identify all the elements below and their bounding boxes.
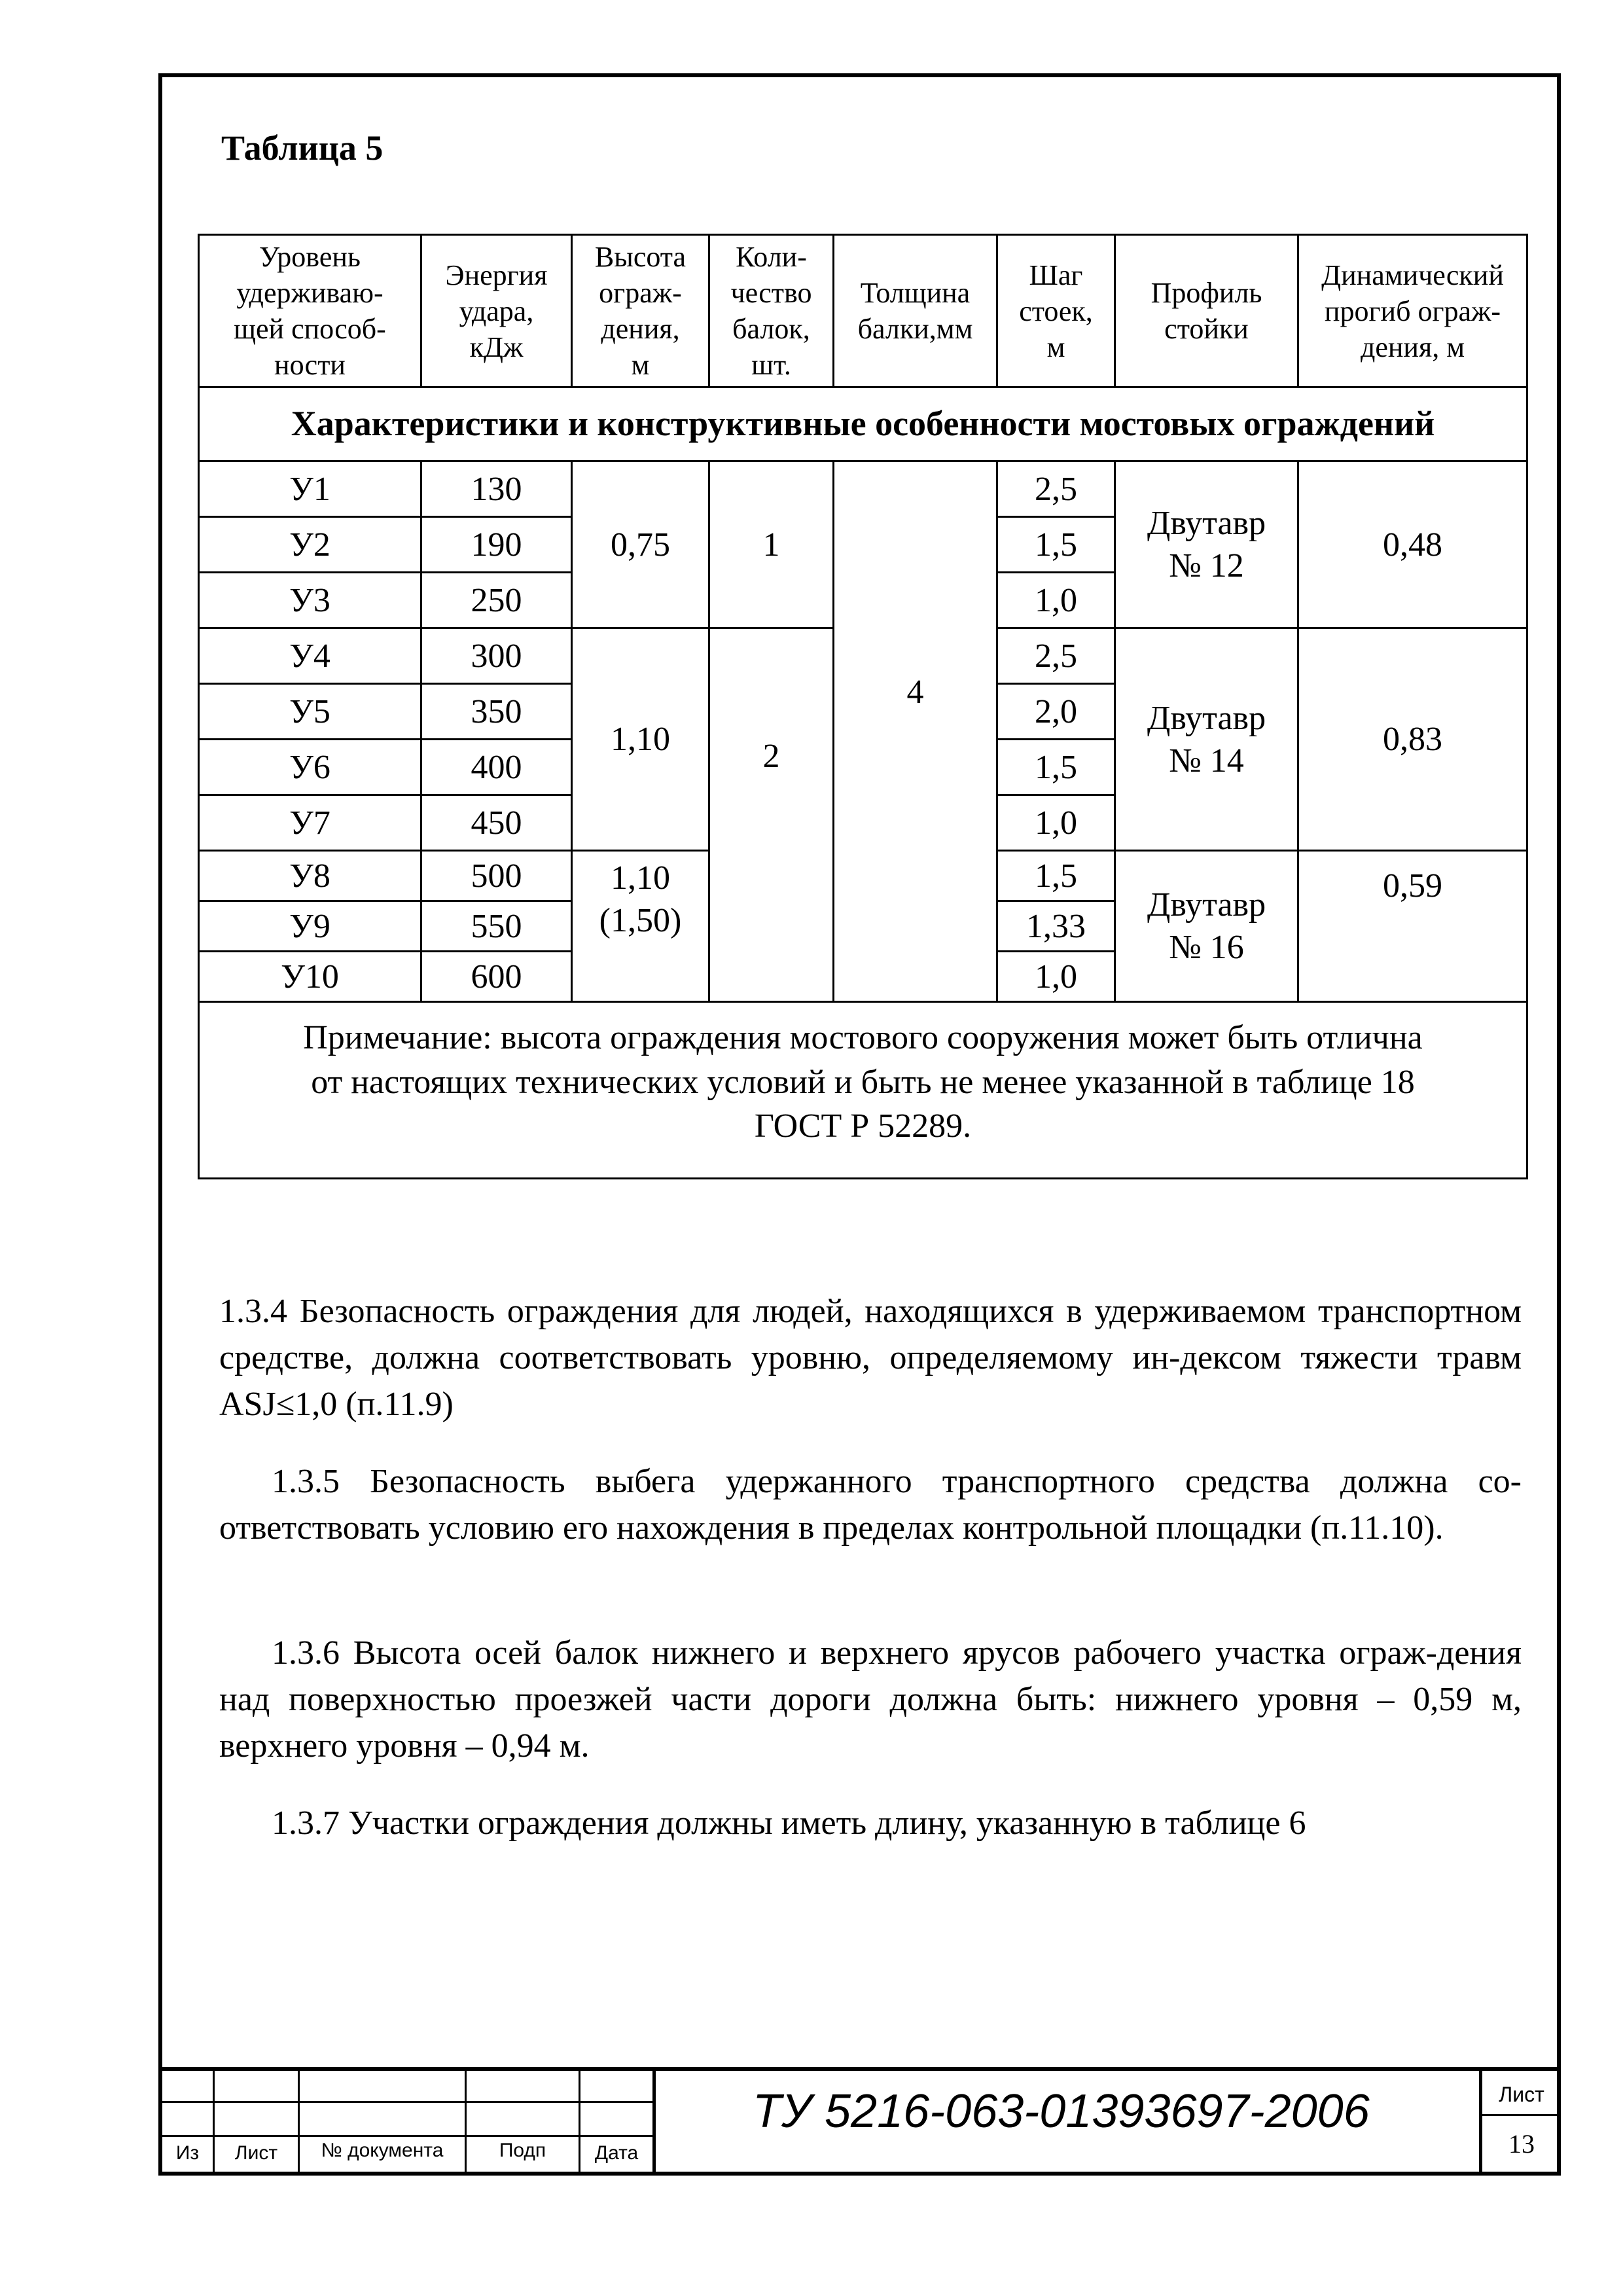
note-line: от настоящих технических условий и быть не менее указанной в таблице 18 [311, 1063, 1415, 1101]
energy-cell: 300 [421, 628, 572, 684]
post-profile-cell [1115, 628, 1298, 851]
header-line: чество [730, 277, 812, 309]
height-cell: 1,10 [572, 628, 709, 851]
title-block-top-border [158, 2067, 1561, 2071]
level-cell: У8 [199, 851, 421, 901]
table-note [199, 1002, 1527, 1179]
height-cell [572, 851, 709, 1002]
post-spacing-cell: 1,5 [997, 851, 1115, 901]
paragraph-1-3-7: 1.3.7 Участки ограждения должны иметь длину, указанную в таблице 6 [272, 1804, 1306, 1842]
header-post-spacing [997, 235, 1115, 387]
profile-line: № 16 [1169, 929, 1244, 966]
header-line: кДж [469, 331, 524, 363]
note-line: ГОСТ Р 52289. [754, 1107, 972, 1145]
energy-cell: 130 [421, 461, 572, 517]
header-level [199, 235, 421, 387]
paragraph-1-3-5: 1.3.5 Безопасность выбега удержанного транспортного средства должна со-ответствовать условию его нахождения в пределах контрольной площадки (п.11.10). [219, 1463, 1522, 1547]
energy-cell: 450 [421, 795, 572, 851]
energy-cell: 400 [421, 740, 572, 795]
post-spacing-cell: 2,5 [997, 628, 1115, 684]
header-line: ности [274, 349, 346, 381]
stamp-label-signature: Подп [499, 2140, 546, 2161]
header-line: Уровень [259, 241, 361, 273]
header-line: стоек, [1019, 295, 1093, 327]
note-row [199, 1002, 1527, 1179]
energy-cell: 550 [421, 901, 572, 952]
post-spacing-cell: 2,0 [997, 684, 1115, 740]
header-beam-thickness [834, 235, 997, 387]
header-row [199, 235, 1527, 387]
deflection-cell: 0,48 [1298, 461, 1527, 628]
height-cell: 0,75 [572, 461, 709, 628]
post-spacing-cell: 1,5 [997, 517, 1115, 573]
note-line: Примечание: высота ограждения мостового сооружения может быть отлична [303, 1019, 1423, 1056]
header-post-profile [1115, 235, 1298, 387]
beam-thickness-cell: 4 [834, 461, 997, 1002]
beam-count-cell: 1 [709, 461, 834, 628]
header-line: Энергия [445, 259, 548, 291]
title-block-rule [1480, 2114, 1561, 2116]
height-line: 1,10 [611, 859, 670, 897]
post-spacing-cell: 1,0 [997, 573, 1115, 628]
spec-table [198, 234, 1528, 1179]
level-cell: У1 [199, 461, 421, 517]
height-line: (1,50) [599, 902, 682, 939]
sheet-label: Лист [1499, 2083, 1544, 2106]
paragraph-1-3-6: 1.3.6 Высота осей балок нижнего и верхнего ярусов рабочего участка ограж-дения над поверхностью проезжей части дороги должна быть: нижнего уровня – 0,59 м, верхнего уровня – 0,94 м. [219, 1634, 1522, 1765]
header-line: м [1046, 331, 1065, 363]
table-row [199, 461, 1527, 517]
header-line: балки,мм [857, 313, 973, 345]
header-beam-count [709, 235, 834, 387]
post-spacing-cell: 1,0 [997, 952, 1115, 1002]
header-height [572, 235, 709, 387]
document-code: ТУ 5216-063-01393697-2006 [753, 2085, 1370, 2138]
level-cell: У7 [199, 795, 421, 851]
energy-cell: 600 [421, 952, 572, 1002]
header-line: дения, м [1360, 331, 1465, 363]
level-cell: У4 [199, 628, 421, 684]
header-deflection [1298, 235, 1527, 387]
header-energy [421, 235, 572, 387]
header-line: стойки [1164, 313, 1249, 345]
energy-cell: 500 [421, 851, 572, 901]
profile-line: № 14 [1169, 742, 1244, 780]
level-cell: У2 [199, 517, 421, 573]
energy-cell: 250 [421, 573, 572, 628]
level-cell: У5 [199, 684, 421, 740]
profile-line: № 12 [1169, 547, 1244, 584]
energy-cell: 350 [421, 684, 572, 740]
level-cell: У10 [199, 952, 421, 1002]
post-spacing-cell: 1,33 [997, 901, 1115, 952]
profile-line: Двутавр [1147, 505, 1266, 542]
header-line: м [631, 349, 650, 381]
post-spacing-cell: 1,0 [997, 795, 1115, 851]
beam-count-cell: 2 [709, 628, 834, 1002]
stamp-label-date: Дата [594, 2142, 639, 2164]
deflection-cell: 0,59 [1298, 851, 1527, 1002]
header-line: ограж- [599, 277, 682, 309]
header-line: Шаг [1029, 259, 1083, 291]
section-title: Характеристики и конструктивные особенности мостовых ограждений [199, 387, 1527, 461]
post-profile-cell [1115, 461, 1298, 628]
level-cell: У3 [199, 573, 421, 628]
header-line: Динамический [1321, 259, 1504, 291]
level-cell: У6 [199, 740, 421, 795]
header-line: прогиб ограж- [1324, 295, 1501, 327]
sheet-number: 13 [1508, 2129, 1535, 2159]
header-line: шт. [751, 349, 791, 381]
profile-line: Двутавр [1147, 699, 1266, 737]
header-line: Профиль [1150, 277, 1262, 309]
energy-cell: 190 [421, 517, 572, 573]
deflection-cell: 0,83 [1298, 628, 1527, 851]
stamp-label-change: Из [175, 2142, 200, 2164]
section-row [199, 387, 1527, 461]
post-profile-cell [1115, 851, 1298, 1002]
stamp-label-sheet: Лист [234, 2142, 278, 2164]
header-line: балок, [732, 313, 810, 345]
paragraph-1-3-4: 1.3.4 Безопасность ограждения для людей, находящихся в удерживаемом транспортном средстве, должна соответствовать уровню, определяемому ин-дексом тяжести травм ASJ≤1,0 (п.11.9) [219, 1293, 1522, 1423]
header-line: дения, [601, 313, 680, 345]
level-cell: У9 [199, 901, 421, 952]
table-caption: Таблица 5 [221, 128, 383, 168]
header-line: Высота [594, 241, 687, 273]
post-spacing-cell: 2,5 [997, 461, 1115, 517]
profile-line: Двутавр [1147, 886, 1266, 924]
stamp-label-document: № документа [321, 2140, 444, 2161]
header-line: удара, [459, 295, 534, 327]
header-line: Коли- [736, 241, 807, 273]
header-line: Толщина [860, 277, 971, 309]
header-line: щей способ- [234, 313, 386, 345]
header-line: удерживаю- [236, 277, 383, 309]
post-spacing-cell: 1,5 [997, 740, 1115, 795]
